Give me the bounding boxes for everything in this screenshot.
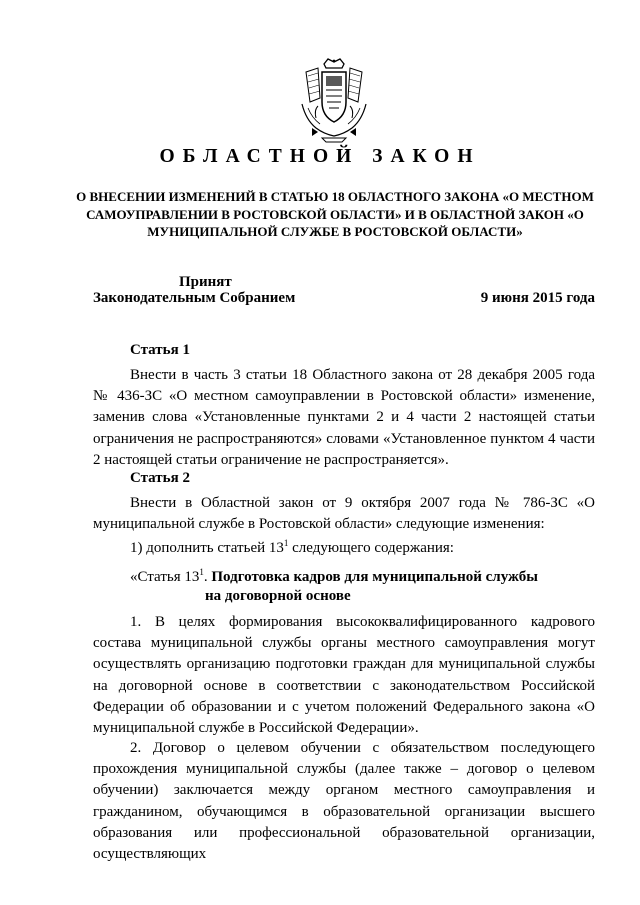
new-article-dot: . [203,569,212,585]
adopted-date: 9 июня 2015 года [480,290,595,306]
article-2-heading: Статья 2 [130,470,190,486]
article-1-text: Внести в часть 3 статьи 18 Областного закона от 28 декабря 2005 года № 436-ЗС «О местном самоуправлении в Ростовской области» изменение, заменив слова «Установленные пунктами 2 и 4 части 2 настоящей статьи ограничения не распространяются» словами «Установленное пунктом 4 части 2 настоящей статьи ограничение не распространяется». [93,367,595,468]
new-article-title [130,568,538,606]
item-1-suffix: следующего содержания: [288,540,454,556]
new-article-sup: 1 [199,567,204,577]
article-1-heading: Статья 1 [130,342,190,358]
item-1 [93,538,595,559]
rostov-coat-of-arms-icon [296,58,372,144]
item-1-sup: 1 [283,538,289,548]
article-2-text: Внести в Областной закон от 9 октября 2007 года № 786-ЗС «О муниципальной службе в Ростовской области» следующие изменения: [93,495,595,533]
new-article-title-line2: на договорной основе [205,588,351,604]
new-article-title-line1: Подготовка кадров для муниципальной службы [211,569,538,585]
clause-1: 1. В целях формирования высококвалифицированного кадрового состава муниципальной службы органы местного самоуправления могут осуществлять организацию подготовки граждан для муниципальной службы на договорной основе в соответствии с законодательством Российской Федерации об образовании и с учетом положений Федерального закона «О муниципальной службе в Российской Федерации». [93,614,595,737]
adopted-label: Принят [179,274,232,290]
clause-2: 2. Договор о целевом обучении с обязательством последующего прохождения муниципальной службы (далее также – договор о целевом обучении) заключается между органом местного самоуправления и гражданином, обучающимся в образовательной организации высшего образования или профессиональной образовательной организации, осуществляющих [93,740,595,863]
document-title: ОБЛАСТНОЙ ЗАКОН [159,146,481,167]
adopted-by: Законодательным Собранием [93,290,296,306]
item-1-prefix: 1) дополнить статьей 13 [130,540,284,556]
new-article-prefix: «Статья 13 [130,569,200,585]
document-subtitle: О ВНЕСЕНИИ ИЗМЕНЕНИЙ В СТАТЬЮ 18 ОБЛАСТНОГО ЗАКОНА «О МЕСТНОМ САМОУПРАВЛЕНИИ В РОСТОВСКОЙ ОБЛАСТИ» И В ОБЛАСТНОЙ ЗАКОН «О МУНИЦИПАЛЬНОЙ СЛУЖБЕ В РОСТОВСКОЙ ОБЛАСТИ» [76,189,594,239]
